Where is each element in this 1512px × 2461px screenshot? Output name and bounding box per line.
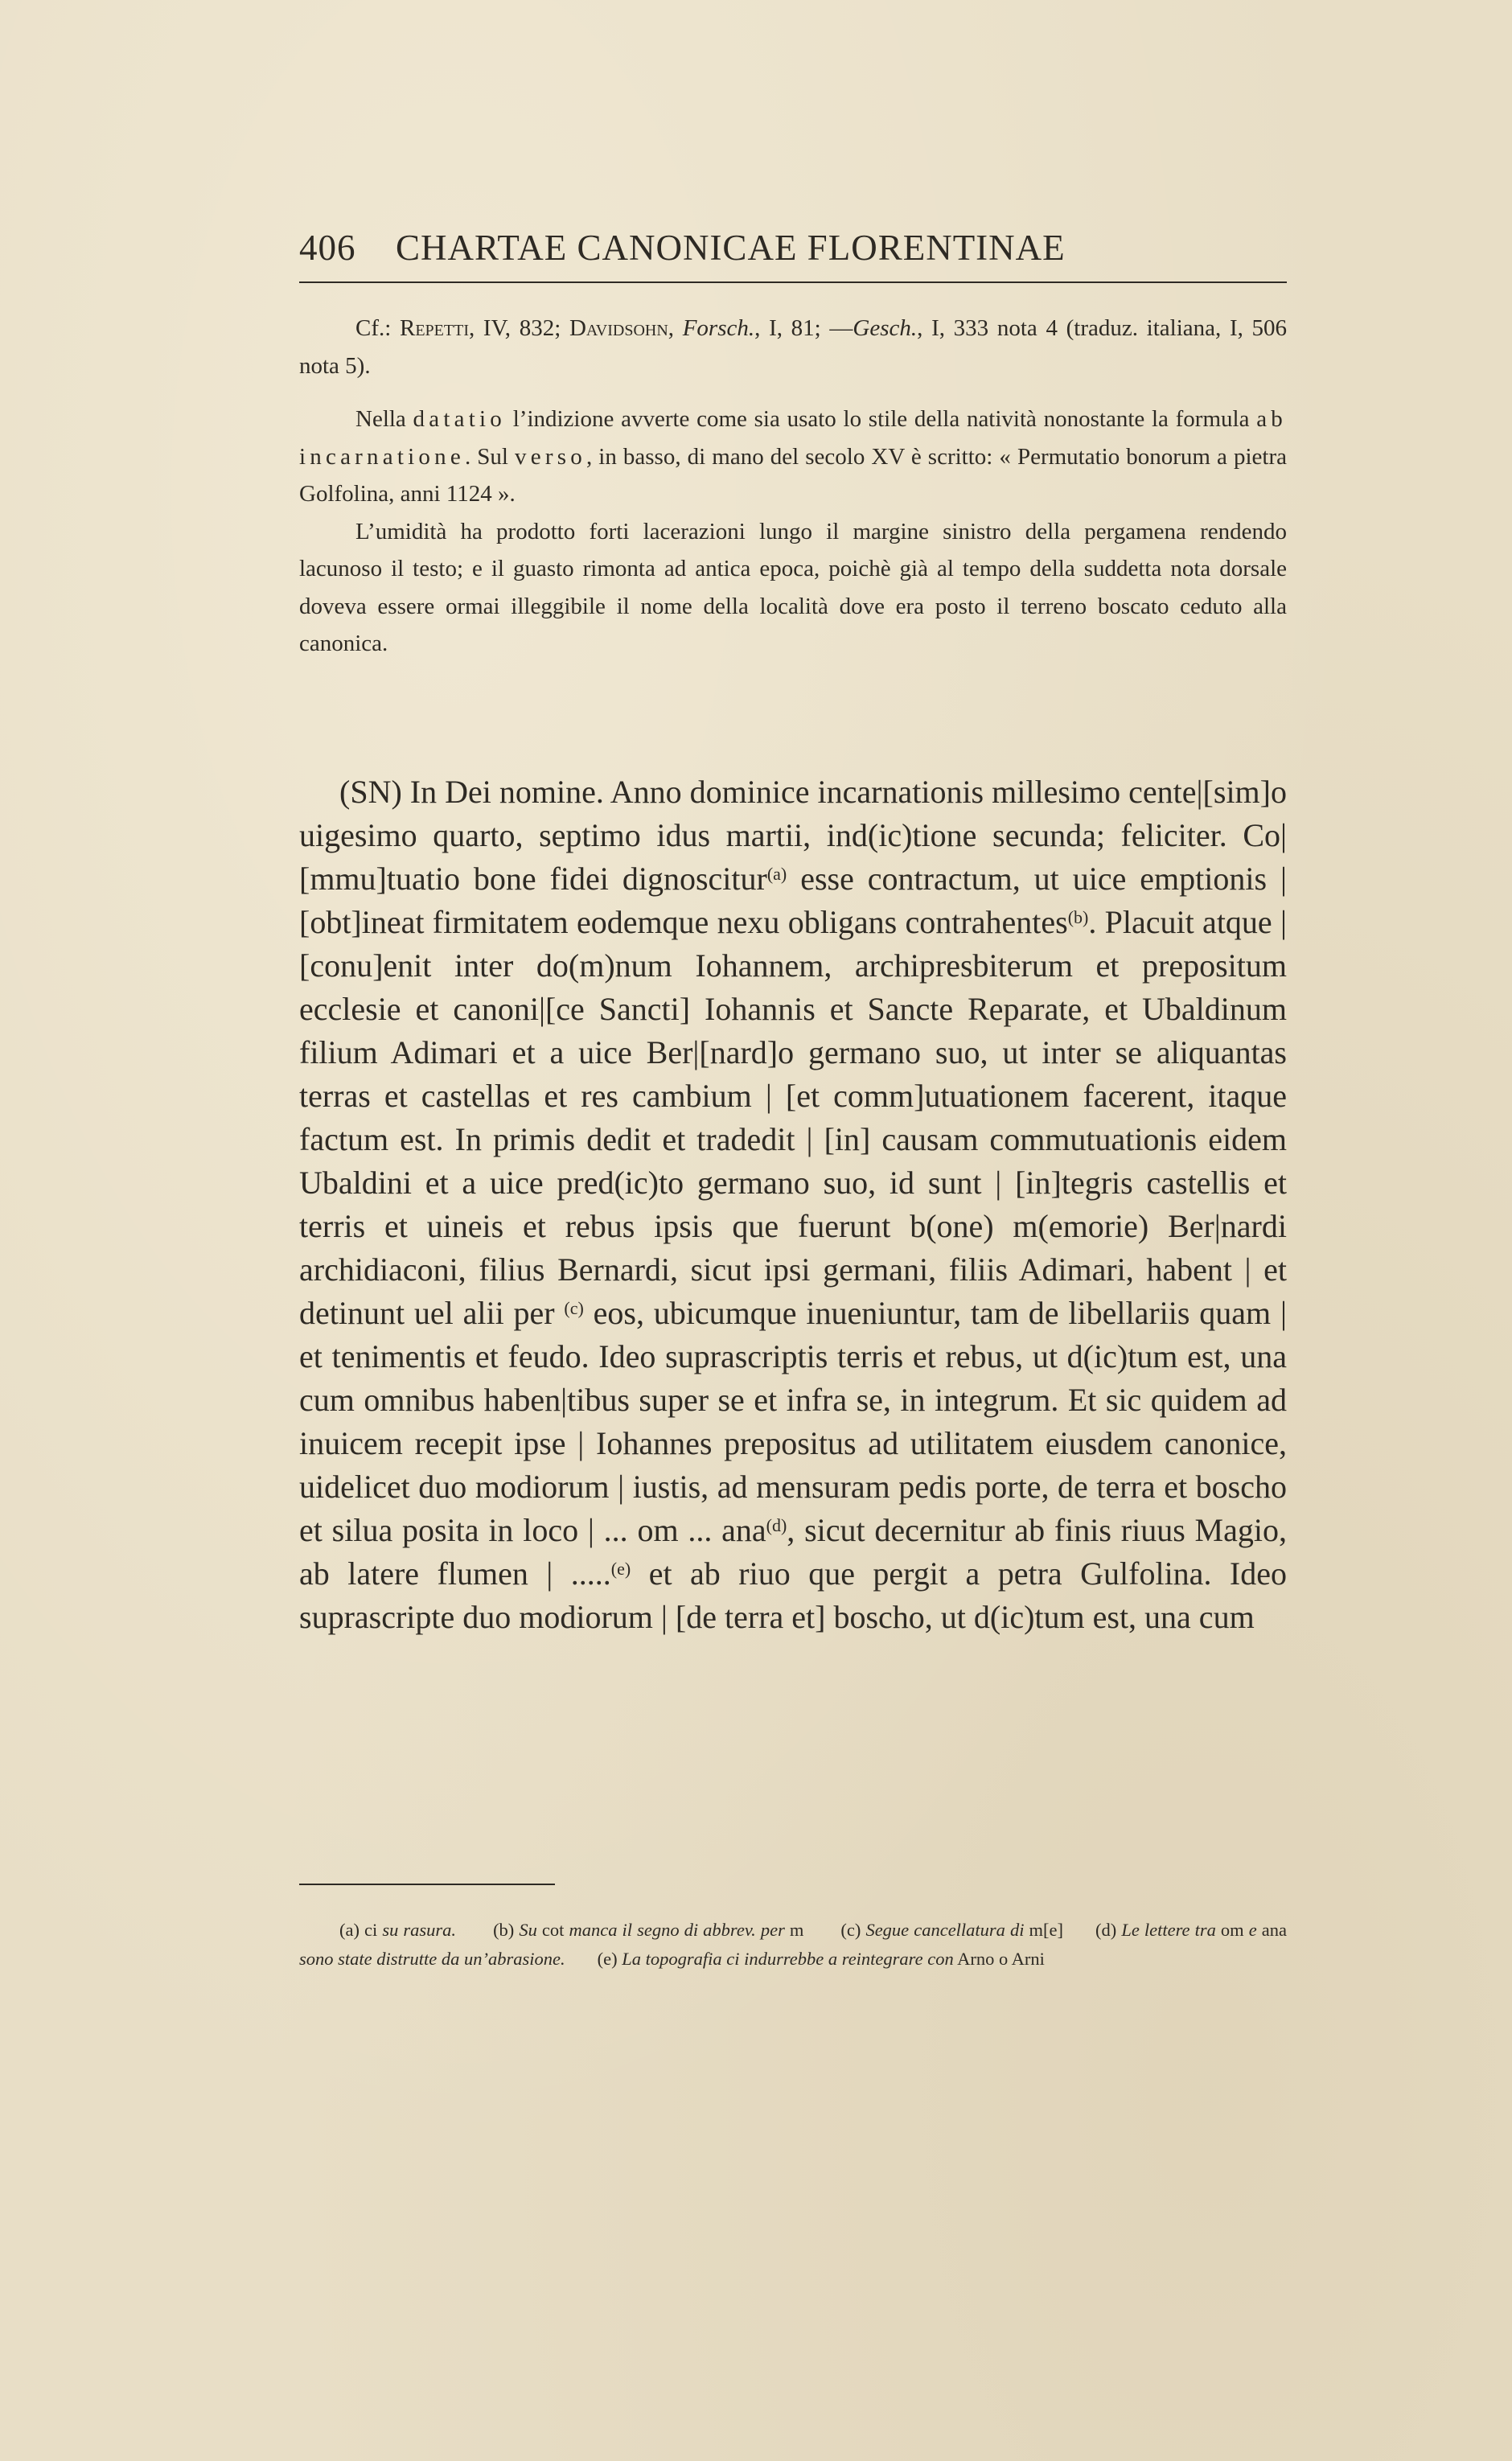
footnotes-paragraph bbox=[299, 1916, 1287, 1974]
footnote-d-mark: (d) bbox=[1095, 1920, 1117, 1940]
author-davidsohn: Davidsohn bbox=[569, 315, 668, 341]
footnotes bbox=[299, 1916, 1287, 1974]
running-title: CHARTAE CANONICAE FLORENTINAE bbox=[396, 228, 1066, 268]
footnote-c-mark: (c) bbox=[840, 1920, 861, 1940]
term-verso: verso bbox=[515, 443, 586, 470]
charter-paragraph bbox=[299, 770, 1287, 1639]
refs-text: , I, 333 nota 4 (traduz. italiana, I, 506 nota 5). bbox=[299, 315, 1288, 379]
dating-text: l’indizione avverte come sia usato lo stile della natività nonostante la formula bbox=[506, 406, 1257, 432]
footnote-a-italic: su rasura. bbox=[382, 1920, 457, 1940]
refs-text: Cf.: bbox=[355, 315, 400, 341]
refs-text: , IV, 832; bbox=[469, 315, 569, 341]
footnote-a-mark: (a) bbox=[339, 1920, 360, 1940]
footnote-c-italic: Segue cancellatura di bbox=[865, 1920, 1025, 1940]
footnote-e-mark: (e) bbox=[597, 1949, 618, 1969]
footnote-b-text: cot bbox=[536, 1920, 569, 1940]
work-gesch: Gesch. bbox=[853, 315, 918, 341]
footnote-d-italic: e bbox=[1248, 1920, 1257, 1940]
footnote-e-italic: La topografia ci indurrebbe a reintegrare con bbox=[622, 1949, 954, 1969]
footnote-ref-e: (e) bbox=[610, 1559, 631, 1579]
bibliography-paragraph bbox=[299, 310, 1287, 384]
author-repetti: Repetti bbox=[400, 315, 469, 341]
term-datatio: datatio bbox=[413, 406, 506, 432]
footnote-e-text: Arno o Arni bbox=[953, 1949, 1045, 1969]
refs-text: , I, 81; — bbox=[754, 315, 853, 341]
footnote-ref-c: (c) bbox=[564, 1298, 584, 1318]
editorial-notes bbox=[299, 310, 1287, 663]
charter-span: et ab riuo que pergit a petra Gulfolina. Ideo suprascripte duo modiorum | [de terra et] boscho, ut d(ic)tum est, una cum bbox=[299, 1555, 1287, 1635]
footnote-rule bbox=[299, 1884, 555, 1885]
footnote-d-text: om bbox=[1215, 1920, 1249, 1940]
charter-span: , sicut decernitur ab finis riuus Magio, ab latere flumen | ..... bbox=[299, 1512, 1287, 1592]
footnote-d-italic: sono state distrutte da un’abrasione. bbox=[299, 1949, 565, 1969]
damage-paragraph: L’umidità ha prodotto forti lacerazioni lungo il margine sinistro della pergamena rendendo lacunoso il testo; e il guasto rimonta ad antica epoca, poichè già al tempo della suddetta nota dorsale doveva essere ormai illeggibile il nome della località dove era posto il terreno boscato ceduto alla canonica. bbox=[299, 518, 1287, 656]
footnote-b-italic: Su bbox=[519, 1920, 537, 1940]
dating-text: . Sul bbox=[464, 443, 516, 470]
page-number: 406 bbox=[299, 228, 356, 268]
dating-text: Nella bbox=[355, 406, 413, 432]
header-rule bbox=[299, 281, 1287, 283]
footnote-c-text: m[e] bbox=[1024, 1920, 1064, 1940]
term-incarnatione: ab incarnatione bbox=[299, 406, 1287, 470]
charter-span: esse contractum, ut uice emptionis | [obt]ineat firmitatem eodemque nexu obligans contrahentes bbox=[299, 861, 1288, 940]
footnote-ref-b: (b) bbox=[1067, 907, 1089, 927]
running-header bbox=[299, 227, 1287, 269]
charter-span: . Placuit atque | [conu]enit inter do(m)num Iohannem, archipresbiterum et prepositum ecclesie et canoni|[ce Sancti] Iohannis et Sancte Reparate, et Ubaldinum filium Adimari et a uice Ber|[nard]o germano suo, ut inter se aliquantas terras et castellas et res cambium | [et comm]utuationem facerent, itaque factum est. In primis dedit et tradedit | [in] causam commutuationis eidem Ubaldini et a uice pred(ic)to germano suo, id sunt | [in]tegris castellis et terris et uineis et rebus ipsis que fuerunt b(one) m(emorie) Ber|nardi archidiaconi, filius Bernardi, sicut ipsi germani, filiis Adimari, habent | et detinunt uel alii per bbox=[299, 904, 1287, 1331]
charter-span: eos, ubicumque inueniuntur, tam de libellariis quam | et tenimentis et feudo. Ideo suprascriptis terris et rebus, ut d(ic)tum est, una cum omnibus haben|tibus super se et infra se, in integrum. Et sic quidem ad inuicem recepit ipse | Iohannes prepositus ad utilitatem eiusdem canonice, uidelicet duo modiorum | iustis, ad mensuram pedis porte, de terra et boscho et silua posita in loco | ... om ... ana bbox=[299, 1295, 1287, 1548]
footnote-a-text: ci bbox=[359, 1920, 383, 1940]
dating-paragraph bbox=[299, 401, 1287, 513]
footnote-b-mark: (b) bbox=[493, 1920, 515, 1940]
dating-text: , in basso, di mano del secolo XV è scritto: « Permutatio bonorum a pietra Golfolina, anni 1124 ». bbox=[299, 443, 1288, 507]
refs-text: , bbox=[668, 315, 683, 341]
footnote-d-italic: Le lettere tra bbox=[1121, 1920, 1216, 1940]
footnote-d-text: ana bbox=[1256, 1920, 1287, 1940]
footnote-b-text: m bbox=[784, 1920, 804, 1940]
charter-text bbox=[299, 770, 1287, 1639]
footnote-ref-d: (d) bbox=[766, 1515, 787, 1535]
work-forsch: Forsch. bbox=[682, 315, 755, 341]
footnote-b-italic: manca il segno di abbrev. per bbox=[569, 1920, 785, 1940]
charter-span: (SN) In Dei nomine. Anno dominice incarnationis millesimo cente|[sim]o uigesimo quarto, septimo idus martii, ind(ic)tione secunda; feliciter. Co|[mmu]tuatio bone fidei dignoscitur bbox=[299, 774, 1287, 897]
footnote-ref-a: (a) bbox=[766, 864, 787, 884]
